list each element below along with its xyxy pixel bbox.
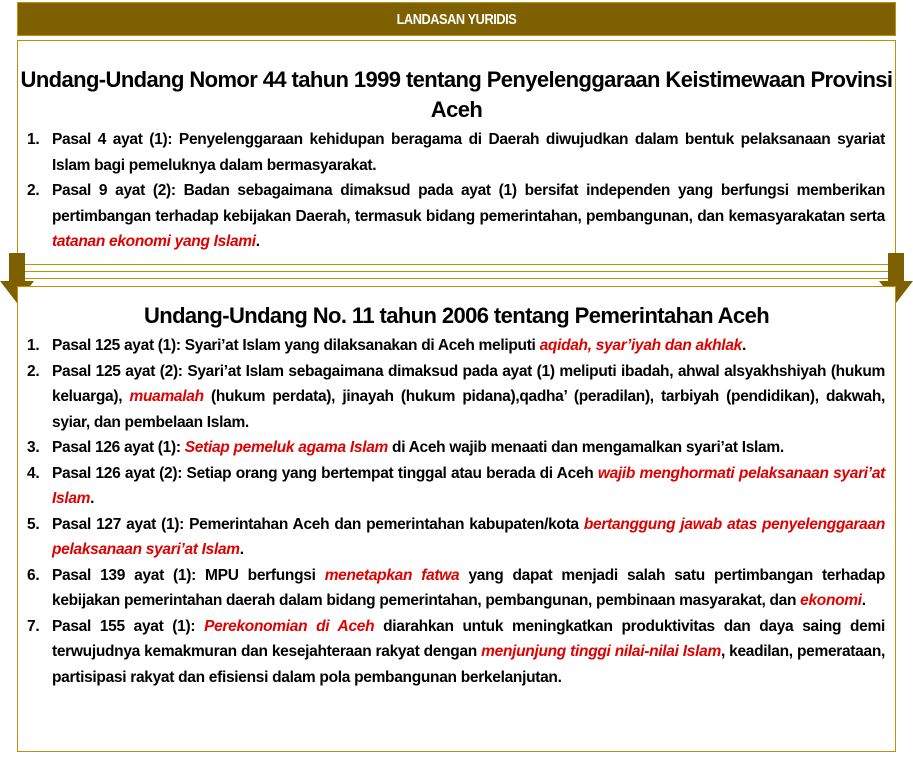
article-text: Pasal 4 ayat (1): Penyelenggaraan kehidupan beragama di Daerah diwujudkan dalam bentuk pelaksanaan syariat Islam bagi pemeluknya dalam bermasyarakat. xyxy=(52,131,885,174)
law-title: Undang-Undang Nomor 44 tahun 1999 tentang Penyelenggaraan Keistimewaan Provinsi Aceh xyxy=(20,67,893,122)
article-item xyxy=(27,127,885,178)
article-item xyxy=(27,359,886,436)
article-text: Pasal 125 ayat (2): Syari’at Islam sebagaimana dimaksud pada ayat (1) meliputi ibadah, ahwal alsyakhshiyah (hukum keluarga), xyxy=(52,362,885,405)
article-number: 5. xyxy=(27,515,40,533)
connector-line-top xyxy=(17,264,896,265)
article-text: , keadilan, pemerataan, partisipasi rakyat dan efisiensi dalam pola pembangunan berkelanjutan. xyxy=(52,643,885,686)
article-text: Pasal 155 ayat (1): xyxy=(52,617,205,635)
article-text: Pasal 125 ayat (1): Syari’at Islam yang dilaksanakan di Aceh meliputi xyxy=(52,337,540,354)
article-number: 4. xyxy=(27,464,40,482)
law-section-1999 xyxy=(17,40,896,272)
highlighted-text: tatanan ekonomi yang Islami xyxy=(52,233,256,250)
article-text: . xyxy=(239,541,244,558)
article-text: . xyxy=(861,592,866,609)
highlighted-text: muamalah xyxy=(129,388,204,405)
law-title: Undang-Undang No. 11 tahun 2006 tentang Pemerintahan Aceh xyxy=(143,303,770,328)
article-number: 6. xyxy=(27,566,40,584)
article-text: diarahkan untuk meningkatkan produktivitas dan daya saing demi terwujudnya kemakmuran dan kesejahteraan rakyat dengan xyxy=(52,617,885,660)
article-number: 1. xyxy=(27,131,40,148)
header-bar xyxy=(17,2,896,36)
highlighted-text: Setiap pemeluk agama Islam xyxy=(184,439,389,456)
article-list xyxy=(18,127,895,255)
article-item xyxy=(27,563,886,614)
highlighted-text: menetapkan fatwa xyxy=(324,566,460,584)
article-text: Pasal 9 ayat (2): Badan sebagaimana dimaksud pada ayat (1) bersifat independen yang berfungsi memberikan pertimbangan terhadap kebijakan Daerah, termasuk bidang pemerintahan, pembangunan, dan kemasyarakatan serta xyxy=(52,182,885,225)
article-item xyxy=(27,614,885,691)
article-text: . xyxy=(741,337,746,354)
highlighted-text: Perekonomian di Aceh xyxy=(204,617,375,635)
article-text: di Aceh wajib menaati dan mengamalkan syari’at Islam. xyxy=(388,439,784,456)
article-item xyxy=(27,178,885,255)
article-number: 2. xyxy=(27,362,40,380)
article-number: 3. xyxy=(27,439,40,456)
article-text: Pasal 127 ayat (1): Pemerintahan Aceh dan pemerintahan kabupaten/kota xyxy=(52,515,584,533)
header-title: LANDASAN YURIDIS xyxy=(396,10,517,28)
article-item xyxy=(27,461,885,512)
highlighted-text: menjunjung tinggi nilai-nilai Islam xyxy=(481,643,721,660)
article-list xyxy=(18,333,895,690)
article-text: yang dapat menjadi salah satu pertimbangan terhadap kebijakan pemerintahan daerah dalam bidang pemerintahan, pembangunan, pembinaan masyarakat, dan xyxy=(52,566,886,609)
article-text: . xyxy=(90,490,95,507)
highlighted-text: wajib menghormati pelaksanaan syari’at Islam xyxy=(52,464,885,507)
highlighted-text: aqidah, syar’iyah dan akhlak xyxy=(539,337,742,354)
article-text: . xyxy=(255,233,260,250)
article-item xyxy=(27,512,885,563)
article-number: 7. xyxy=(27,617,40,635)
article-item xyxy=(27,435,885,461)
article-number: 1. xyxy=(27,337,40,354)
law-section-2006 xyxy=(17,286,896,752)
connector-line-bottom xyxy=(17,278,896,279)
article-text: Pasal 126 ayat (1): xyxy=(52,439,185,456)
highlighted-text: ekonomi xyxy=(800,592,862,609)
article-text: Pasal 139 ayat (1): MPU berfungsi xyxy=(52,566,325,584)
article-text: (hukum perdata), jinayah (hukum pidana),qadha’ (peradilan), tarbiyah (pendidikan), dakwah, syiar, dan pembelaan Islam. xyxy=(52,388,886,431)
article-text: Pasal 126 ayat (2): Setiap orang yang bertempat tinggal atau berada di Aceh xyxy=(52,464,598,482)
highlighted-text: bertanggung jawab atas penyelenggaraan pelaksanaan syari’at Islam xyxy=(52,515,885,558)
article-item xyxy=(27,333,885,359)
article-number: 2. xyxy=(27,182,40,199)
